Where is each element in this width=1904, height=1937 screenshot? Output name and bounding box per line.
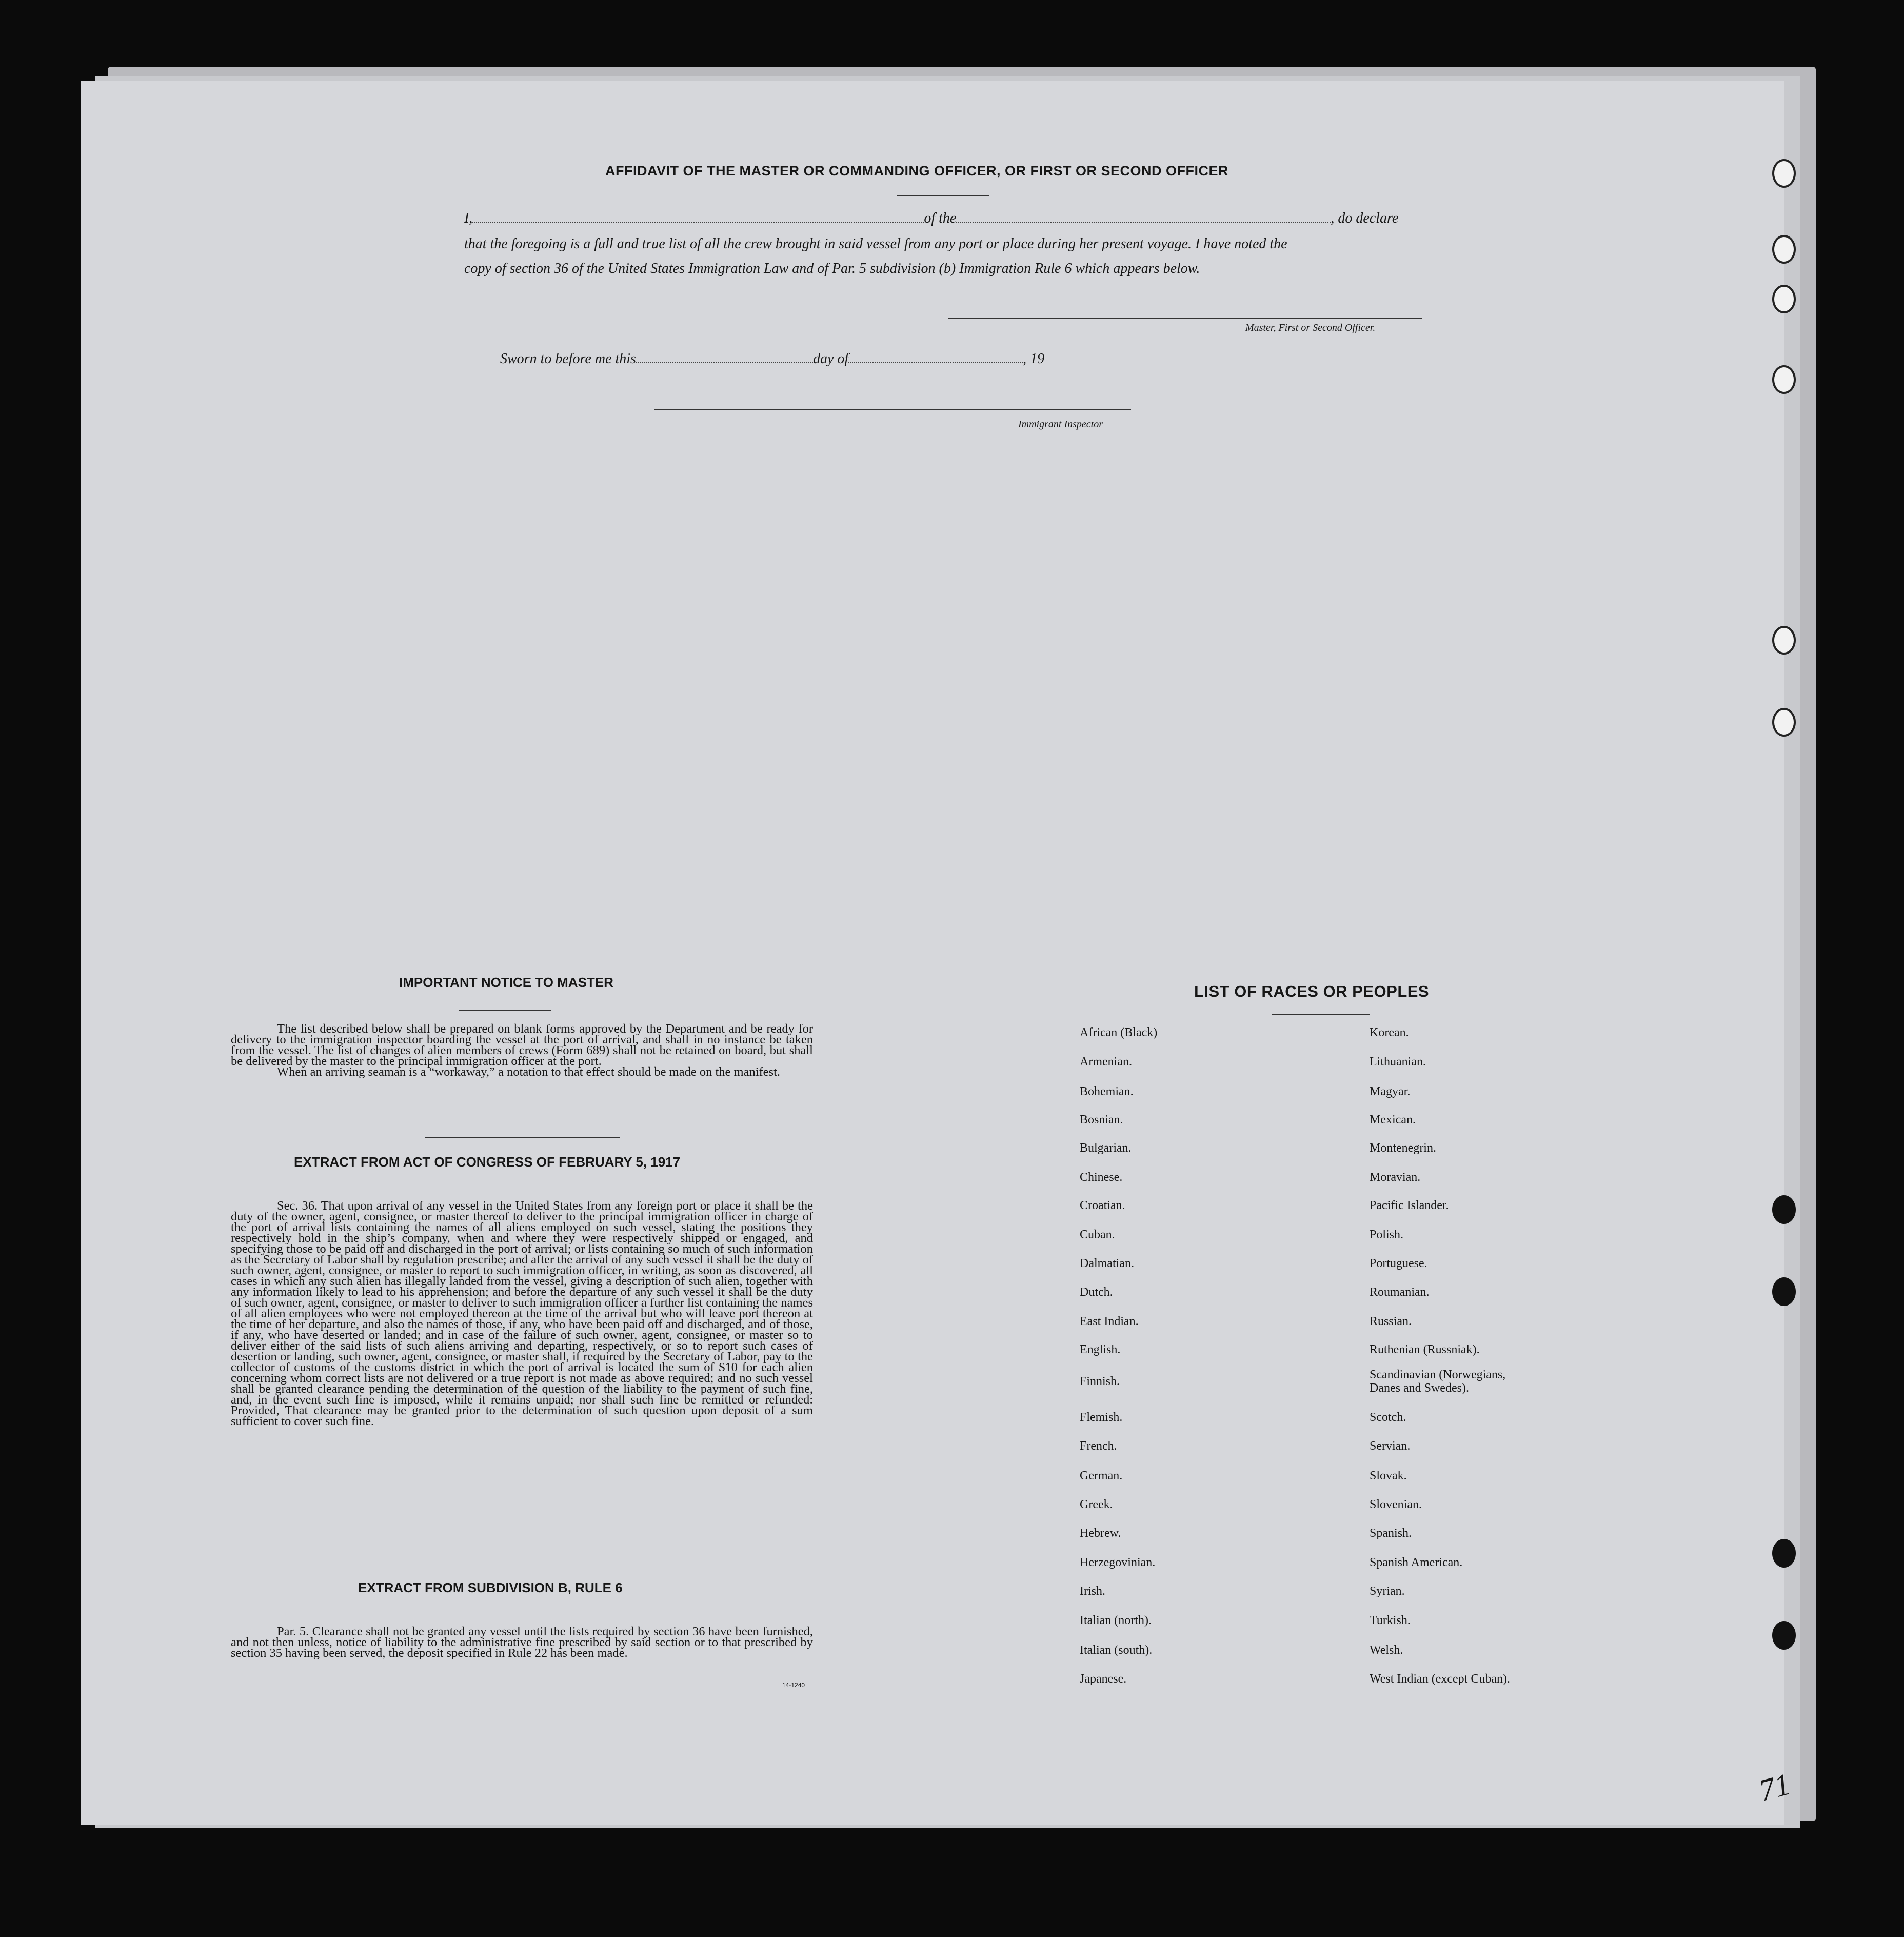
race-item: Lithuanian.	[1370, 1055, 1426, 1069]
race-item: Slovenian.	[1370, 1498, 1422, 1511]
race-item: Ruthenian (Russniak).	[1370, 1343, 1480, 1356]
sworn-day-of-label: day of	[812, 351, 849, 367]
affidavit-declare-label: , do declare	[1331, 210, 1399, 226]
binder-hole-5	[1772, 626, 1796, 655]
race-item: Slovak.	[1370, 1469, 1407, 1483]
race-item: Herzegovinian.	[1080, 1556, 1156, 1569]
vessel-name-field[interactable]	[956, 220, 1331, 223]
binder-hole-1	[1772, 159, 1796, 188]
master-signature-line[interactable]	[948, 318, 1422, 319]
race-item: Korean.	[1370, 1026, 1409, 1039]
race-item: Chinese.	[1080, 1171, 1123, 1184]
race-item: German.	[1080, 1469, 1123, 1483]
affidavit-line-3: copy of section 36 of the United States Immigration Law and of Par. 5 subdivision (b) Immigration Rule 6 which appears below.	[464, 261, 1200, 276]
race-item: French.	[1080, 1439, 1117, 1453]
master-name-field[interactable]	[472, 220, 924, 223]
races-title: LIST OF RACES OR PEOPLES	[1194, 982, 1430, 1000]
race-item: African (Black)	[1080, 1026, 1158, 1039]
sworn-month-field[interactable]	[848, 360, 1023, 363]
race-item: Portuguese.	[1370, 1257, 1427, 1270]
sworn-line	[500, 351, 1044, 367]
binder-hole-6	[1772, 708, 1796, 737]
races-title-rule	[1272, 1014, 1370, 1015]
race-item: Montenegrin.	[1370, 1141, 1436, 1155]
race-item: Finnish.	[1080, 1375, 1120, 1388]
notice-title: IMPORTANT NOTICE TO MASTER	[399, 975, 613, 990]
race-item: Roumanian.	[1370, 1286, 1430, 1299]
manifest-page	[81, 81, 1784, 1825]
affidavit-line-2: that the foregoing is a full and true list of all the crew brought in said vessel from any port or place during her present voyage. I have noted the	[464, 236, 1287, 252]
race-item: Bulgarian.	[1080, 1141, 1132, 1155]
sworn-year-label: , 19	[1023, 351, 1045, 367]
race-item: Polish.	[1370, 1228, 1404, 1241]
race-item: Syrian.	[1370, 1585, 1405, 1598]
inspector-signature-label: Immigrant Inspector	[1018, 419, 1103, 430]
race-item: East Indian.	[1080, 1315, 1139, 1328]
race-item: Armenian.	[1080, 1055, 1132, 1069]
sworn-label: Sworn to before me this	[500, 351, 636, 367]
binder-hole-8	[1772, 1277, 1796, 1306]
race-item: Dalmatian.	[1080, 1257, 1134, 1270]
paragraph-5-text: Par. 5. Clearance shall not be granted any vessel until the lists required by section 36 have been furnished, and not then unless, notice of liability to the administrative fine prescribed by said section or to that prescribed by section 35 having been served, the deposit specified in Rule 22 has been made.	[231, 1625, 813, 1660]
binder-hole-2	[1772, 235, 1796, 264]
race-item: Turkish.	[1370, 1614, 1411, 1627]
affidavit-line-1	[464, 210, 1398, 227]
race-item: Spanish American.	[1370, 1556, 1463, 1569]
race-item: Servian.	[1370, 1439, 1411, 1453]
binder-hole-10	[1772, 1621, 1796, 1650]
race-item: Russian.	[1370, 1315, 1412, 1328]
extract-act-text	[231, 1200, 813, 1427]
extract-rule-text	[231, 1626, 813, 1658]
race-item: Hebrew.	[1080, 1527, 1121, 1540]
affidavit-title-rule	[897, 195, 989, 196]
extract-rule-title: EXTRACT FROM SUBDIVISION B, RULE 6	[358, 1580, 623, 1595]
extract-act-title: EXTRACT FROM ACT OF CONGRESS OF FEBRUARY 5, 1917	[294, 1154, 681, 1170]
race-item: Flemish.	[1080, 1411, 1123, 1424]
inspector-signature-line[interactable]	[654, 409, 1131, 410]
race-item: Croatian.	[1080, 1199, 1125, 1212]
binder-hole-7	[1772, 1195, 1796, 1224]
binder-hole-4	[1772, 365, 1796, 394]
notice-text	[231, 1023, 813, 1077]
race-item: Spanish.	[1370, 1527, 1412, 1540]
race-item: Japanese.	[1080, 1672, 1127, 1686]
affidavit-title: AFFIDAVIT OF THE MASTER OR COMMANDING OFFICER, OR FIRST OR SECOND OFFICER	[605, 163, 1228, 179]
notice-divider	[425, 1137, 620, 1138]
race-item: Italian (south).	[1080, 1644, 1153, 1657]
race-item: Welsh.	[1370, 1644, 1403, 1657]
race-item: English.	[1080, 1343, 1121, 1356]
race-item: Pacific Islander.	[1370, 1199, 1449, 1212]
race-item: Greek.	[1080, 1498, 1113, 1511]
affidavit-i-label: I,	[464, 210, 473, 226]
binder-hole-9	[1772, 1539, 1796, 1568]
affidavit-vessel-label: of the	[924, 210, 957, 226]
race-item: Mexican.	[1370, 1113, 1416, 1126]
race-item: Moravian.	[1370, 1171, 1421, 1184]
race-item: Italian (north).	[1080, 1614, 1152, 1627]
race-item: Scotch.	[1370, 1411, 1406, 1424]
notice-title-rule	[459, 1010, 551, 1011]
race-item: Cuban.	[1080, 1228, 1115, 1241]
race-item: Irish.	[1080, 1585, 1105, 1598]
notice-paragraph-1: The list described below shall be prepared on blank forms approved by the Department and be ready for delivery to the immigration inspector boarding the vessel at the port of arrival, and shall in no instance be taken from the vessel. The list of changes of alien members of crews (Form 689) shall not be retained on board, but shall be delivered by the master to the principal immigration officer at the port.	[231, 1022, 813, 1068]
section-36-text: Sec. 36. That upon arrival of any vessel in the United States from any foreign port or place it shall be the duty of the owner, agent, consignee, or master thereof to deliver to the principal immigration officer in charge of the port of arrival lists containing the names of all aliens employed on such vessel, stating the positions they respectively hold in the ship’s company, when and where they were respectively shipped or engaged, and specifying those to be paid off and discharged in the port of arrival; or lists containing so much of such information as the Secretary of Labor shall by regulation prescribe; and after the arrival of any such vessel it shall be the duty of such owner, agent, consignee, or master to report to such immigration officer, in writing, as soon as discovered, all cases in which any such alien has illegally landed from the vessel, giving a description of such alien, together with any information likely to lead to his apprehension; and before the departure of any such vessel it shall be the duty of such owner, agent, consignee, or master to deliver to such immigration officer a further list containing the names of all alien employees who were not employed thereon at the time of the arrival but who will leave port thereon at the time of her departure, and also the names of those, if any, who have been paid off and discharged, and of those, if any, who have deserted or landed; and in case of the failure of such owner, agent, consignee, or master so to deliver either of the said lists of such aliens arriving and departing, respectively, or so to report such cases of desertion or landing, such owner, agent, consignee, or master shall, if required by the Secretary of Labor, pay to the collector of customs of the customs district in which the port of arrival is located the sum of $10 for each alien concerning whom correct lists are not delivered or a true report is not made as above required; and no such vessel shall be granted clearance pending the determination of the question of the liability to the payment of such fine, and, in the event such fine is imposed, while it remains unpaid; nor shall such fine be remitted or refunded: Provided, That clearance may be granted prior to the determination of such question upon deposit of a sum sufficient to cover such fine.	[231, 1199, 813, 1428]
sworn-day-field[interactable]	[636, 360, 813, 363]
master-signature-label: Master, First or Second Officer.	[1245, 322, 1376, 333]
notice-paragraph-2: When an arriving seaman is a “workaway,” a notation to that effect should be made on the manifest.	[277, 1065, 781, 1079]
margin-note: 71	[1755, 1767, 1794, 1808]
race-item: West Indian (except Cuban).	[1370, 1672, 1510, 1686]
race-item: Scandinavian (Norwegians, Danes and Swedes).	[1370, 1368, 1506, 1395]
binder-hole-3	[1772, 285, 1796, 313]
form-number: 14-1240	[782, 1682, 805, 1689]
race-item: Bohemian.	[1080, 1085, 1134, 1098]
race-item: Dutch.	[1080, 1286, 1113, 1299]
race-item: Bosnian.	[1080, 1113, 1123, 1126]
race-item: Magyar.	[1370, 1085, 1411, 1098]
